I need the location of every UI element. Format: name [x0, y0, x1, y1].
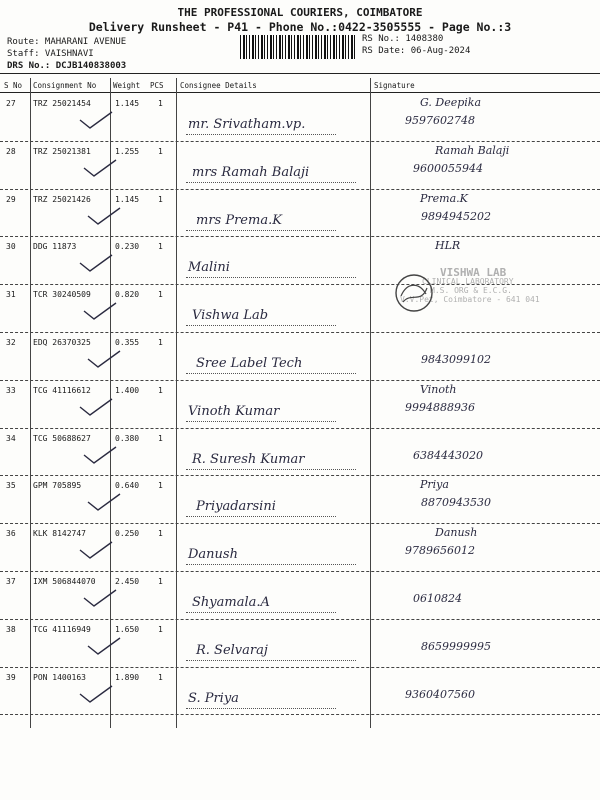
row-pcs: 1 [158, 99, 163, 108]
row-separator [0, 667, 600, 668]
row-sno: 39 [6, 672, 16, 682]
row-sno: 37 [6, 577, 16, 586]
row-separator [0, 523, 600, 524]
row-sno: 29 [6, 194, 16, 204]
signature-phone: 9789656012 [405, 544, 475, 558]
row-weight: 0.230 [115, 242, 140, 252]
column-header-consignee: Consignee Details [180, 81, 257, 90]
consignee-name: S. Priya [188, 690, 239, 706]
row-consignment: TCR 30240509 [33, 290, 91, 300]
tick-mark-icon [82, 588, 118, 608]
stamp-line: M.S. ORG & E.C.G. [430, 286, 512, 295]
consignee-underline [186, 612, 336, 613]
signature-phone: 9843099102 [421, 353, 491, 366]
column-header-signature: Signature [374, 81, 415, 90]
consignee-name: Shyamala.A [192, 595, 270, 610]
row-consignment: GPM 705895 [33, 481, 82, 491]
tick-mark-icon [78, 540, 114, 560]
tick-mark-icon [82, 158, 118, 178]
tick-mark-icon [78, 110, 114, 130]
column-header-sno: S No [4, 81, 23, 90]
signature-phone: 6384443020 [413, 448, 483, 462]
signature-phone: 8659999995 [421, 639, 491, 653]
signature-phone: 9994888936 [405, 400, 475, 414]
consignee-name: mrs Ramah Balaji [192, 164, 310, 180]
staff-label: Staff: VAISHNAVI [7, 49, 94, 59]
tick-mark-icon [86, 349, 122, 369]
row-pcs: 1 [158, 338, 163, 347]
row-pcs: 1 [158, 481, 163, 491]
row-weight: 1.145 [115, 99, 140, 108]
stamp-seal-icon [393, 272, 435, 314]
row-separator [0, 189, 600, 190]
row-consignment: DDG 11873 [33, 242, 77, 252]
consignee-name: Vinoth Kumar [188, 403, 280, 419]
tick-mark-icon [86, 636, 122, 656]
drs-number: DRS No.: DCJB140838003 [7, 61, 127, 71]
row-sno: 36 [6, 529, 16, 539]
row-pcs: 1 [158, 672, 163, 682]
consignee-underline [186, 230, 336, 231]
row-separator [0, 571, 600, 572]
row-sno: 32 [6, 338, 16, 347]
tick-mark-icon [78, 397, 114, 417]
column-header-weight: Weight [113, 81, 141, 90]
row-separator [0, 619, 600, 620]
consignee-underline [186, 469, 356, 470]
consignee-underline [186, 277, 356, 278]
signature-name: G. Deepika [420, 96, 482, 109]
consignee-name: Danush [188, 547, 238, 563]
row-sno: 30 [6, 242, 16, 252]
consignee-underline [186, 373, 356, 374]
row-separator [0, 714, 600, 715]
consignee-underline [186, 564, 356, 565]
row-sno: 33 [6, 385, 16, 395]
row-separator [0, 428, 600, 429]
row-separator [0, 141, 600, 142]
row-weight: 1.145 [115, 194, 140, 204]
signature-name: Danush [435, 526, 478, 540]
tick-mark-icon [86, 206, 122, 226]
row-consignment: TCG 41116612 [33, 385, 91, 395]
consignee-name: R. Selvaraj [196, 642, 268, 658]
row-pcs: 1 [158, 242, 163, 252]
row-consignment: PON 1400163 [33, 672, 86, 682]
signature-phone: 8870943530 [421, 496, 491, 510]
row-pcs: 1 [158, 194, 163, 204]
signature-phone: 9360407560 [405, 687, 475, 701]
consignee-underline [186, 182, 356, 183]
row-sno: 31 [6, 290, 16, 300]
consignee-name: Vishwa Lab [192, 308, 269, 324]
consignee-name: Sree Label Tech [196, 356, 303, 371]
row-pcs: 1 [158, 290, 163, 300]
row-weight: 1.400 [115, 385, 140, 395]
row-weight: 1.255 [115, 146, 140, 156]
column-header-consignment: Consignment No [33, 81, 97, 90]
signature-phone: 0610824 [413, 592, 462, 605]
row-separator [0, 236, 600, 237]
header-bottom-rule [0, 92, 600, 93]
consignee-name: Priyadarsini [196, 499, 276, 515]
row-sno: 34 [6, 433, 16, 443]
row-sno: 35 [6, 481, 16, 491]
signature-phone: 9600055944 [413, 161, 483, 175]
row-consignment: KLK 8142747 [33, 529, 86, 539]
route-label: Route: MAHARANI AVENUE [7, 37, 127, 47]
stamp-line: CLINICAL LABORATORY [422, 277, 514, 286]
consignee-underline [186, 516, 336, 517]
stamp-line: VISHWA LAB [440, 266, 507, 279]
header-company: THE PROFESSIONAL COURIERS, COIMBATORE [177, 6, 423, 19]
column-divider [30, 78, 31, 728]
row-weight: 0.380 [115, 433, 140, 443]
barcode [240, 35, 355, 59]
row-consignment: IXM 506844070 [33, 577, 96, 586]
consignee-name: Malini [188, 260, 230, 276]
row-consignment: TCG 41116949 [33, 624, 91, 634]
rs-date: RS Date: 06-Aug-2024 [362, 46, 471, 56]
row-weight: 1.890 [115, 672, 140, 682]
row-separator [0, 380, 600, 381]
row-consignment: TRZ 25021381 [33, 146, 91, 156]
row-weight: 0.250 [115, 529, 140, 539]
consignee-underline [186, 421, 336, 422]
signature-name: Vinoth [420, 382, 457, 396]
row-pcs: 1 [158, 577, 163, 586]
tick-mark-icon [78, 253, 114, 273]
signature-phone: 9894945202 [421, 209, 491, 223]
tick-mark-icon [82, 445, 118, 465]
signature-phone: 9597602748 [405, 114, 475, 127]
consignee-underline [186, 708, 336, 709]
row-consignment: EDQ 26370325 [33, 338, 91, 347]
column-divider [370, 78, 371, 728]
consignee-name: mrs Prema.K [196, 212, 282, 228]
row-weight: 0.820 [115, 290, 140, 300]
tick-mark-icon [86, 492, 122, 512]
row-sno: 28 [6, 146, 16, 156]
row-weight: 1.650 [115, 624, 140, 634]
header-runsheet: Delivery Runsheet - P41 - Phone No.:0422-3505555 - Page No.:3 [88, 20, 512, 34]
row-sno: 27 [6, 99, 16, 108]
consignee-underline [186, 660, 356, 661]
row-pcs: 1 [158, 529, 163, 539]
tick-mark-icon [78, 684, 114, 704]
row-pcs: 1 [158, 146, 163, 156]
consignee-underline [186, 134, 336, 135]
rs-number: RS No.: 1408380 [362, 34, 444, 44]
column-divider [176, 78, 177, 728]
row-pcs: 1 [158, 624, 163, 634]
row-separator [0, 475, 600, 476]
consignee-name: R. Suresh Kumar [192, 451, 305, 467]
row-pcs: 1 [158, 385, 163, 395]
tick-mark-icon [82, 301, 118, 321]
row-consignment: TCG 50688627 [33, 433, 91, 443]
row-separator [0, 332, 600, 333]
row-weight: 0.640 [115, 481, 140, 491]
signature-name: Priya [420, 478, 449, 492]
signature-name: Ramah Balaji [435, 143, 510, 157]
signature-name: HLR [435, 239, 461, 253]
row-consignment: TRZ 25021426 [33, 194, 91, 204]
row-weight: 0.355 [115, 338, 140, 347]
signature-name: Prema.K [420, 191, 468, 205]
row-consignment: TRZ 25021454 [33, 99, 91, 108]
row-sno: 38 [6, 624, 16, 634]
consignee-name: mr. Srivatham.vp. [188, 117, 306, 132]
column-header-pcs: PCS [150, 81, 164, 90]
row-weight: 2.450 [115, 577, 140, 586]
consignee-underline [186, 325, 336, 326]
row-pcs: 1 [158, 433, 163, 443]
header-top-rule [0, 73, 600, 74]
stamp-line: V.V.Pet, Coimbatore - 641 041 [400, 295, 540, 304]
